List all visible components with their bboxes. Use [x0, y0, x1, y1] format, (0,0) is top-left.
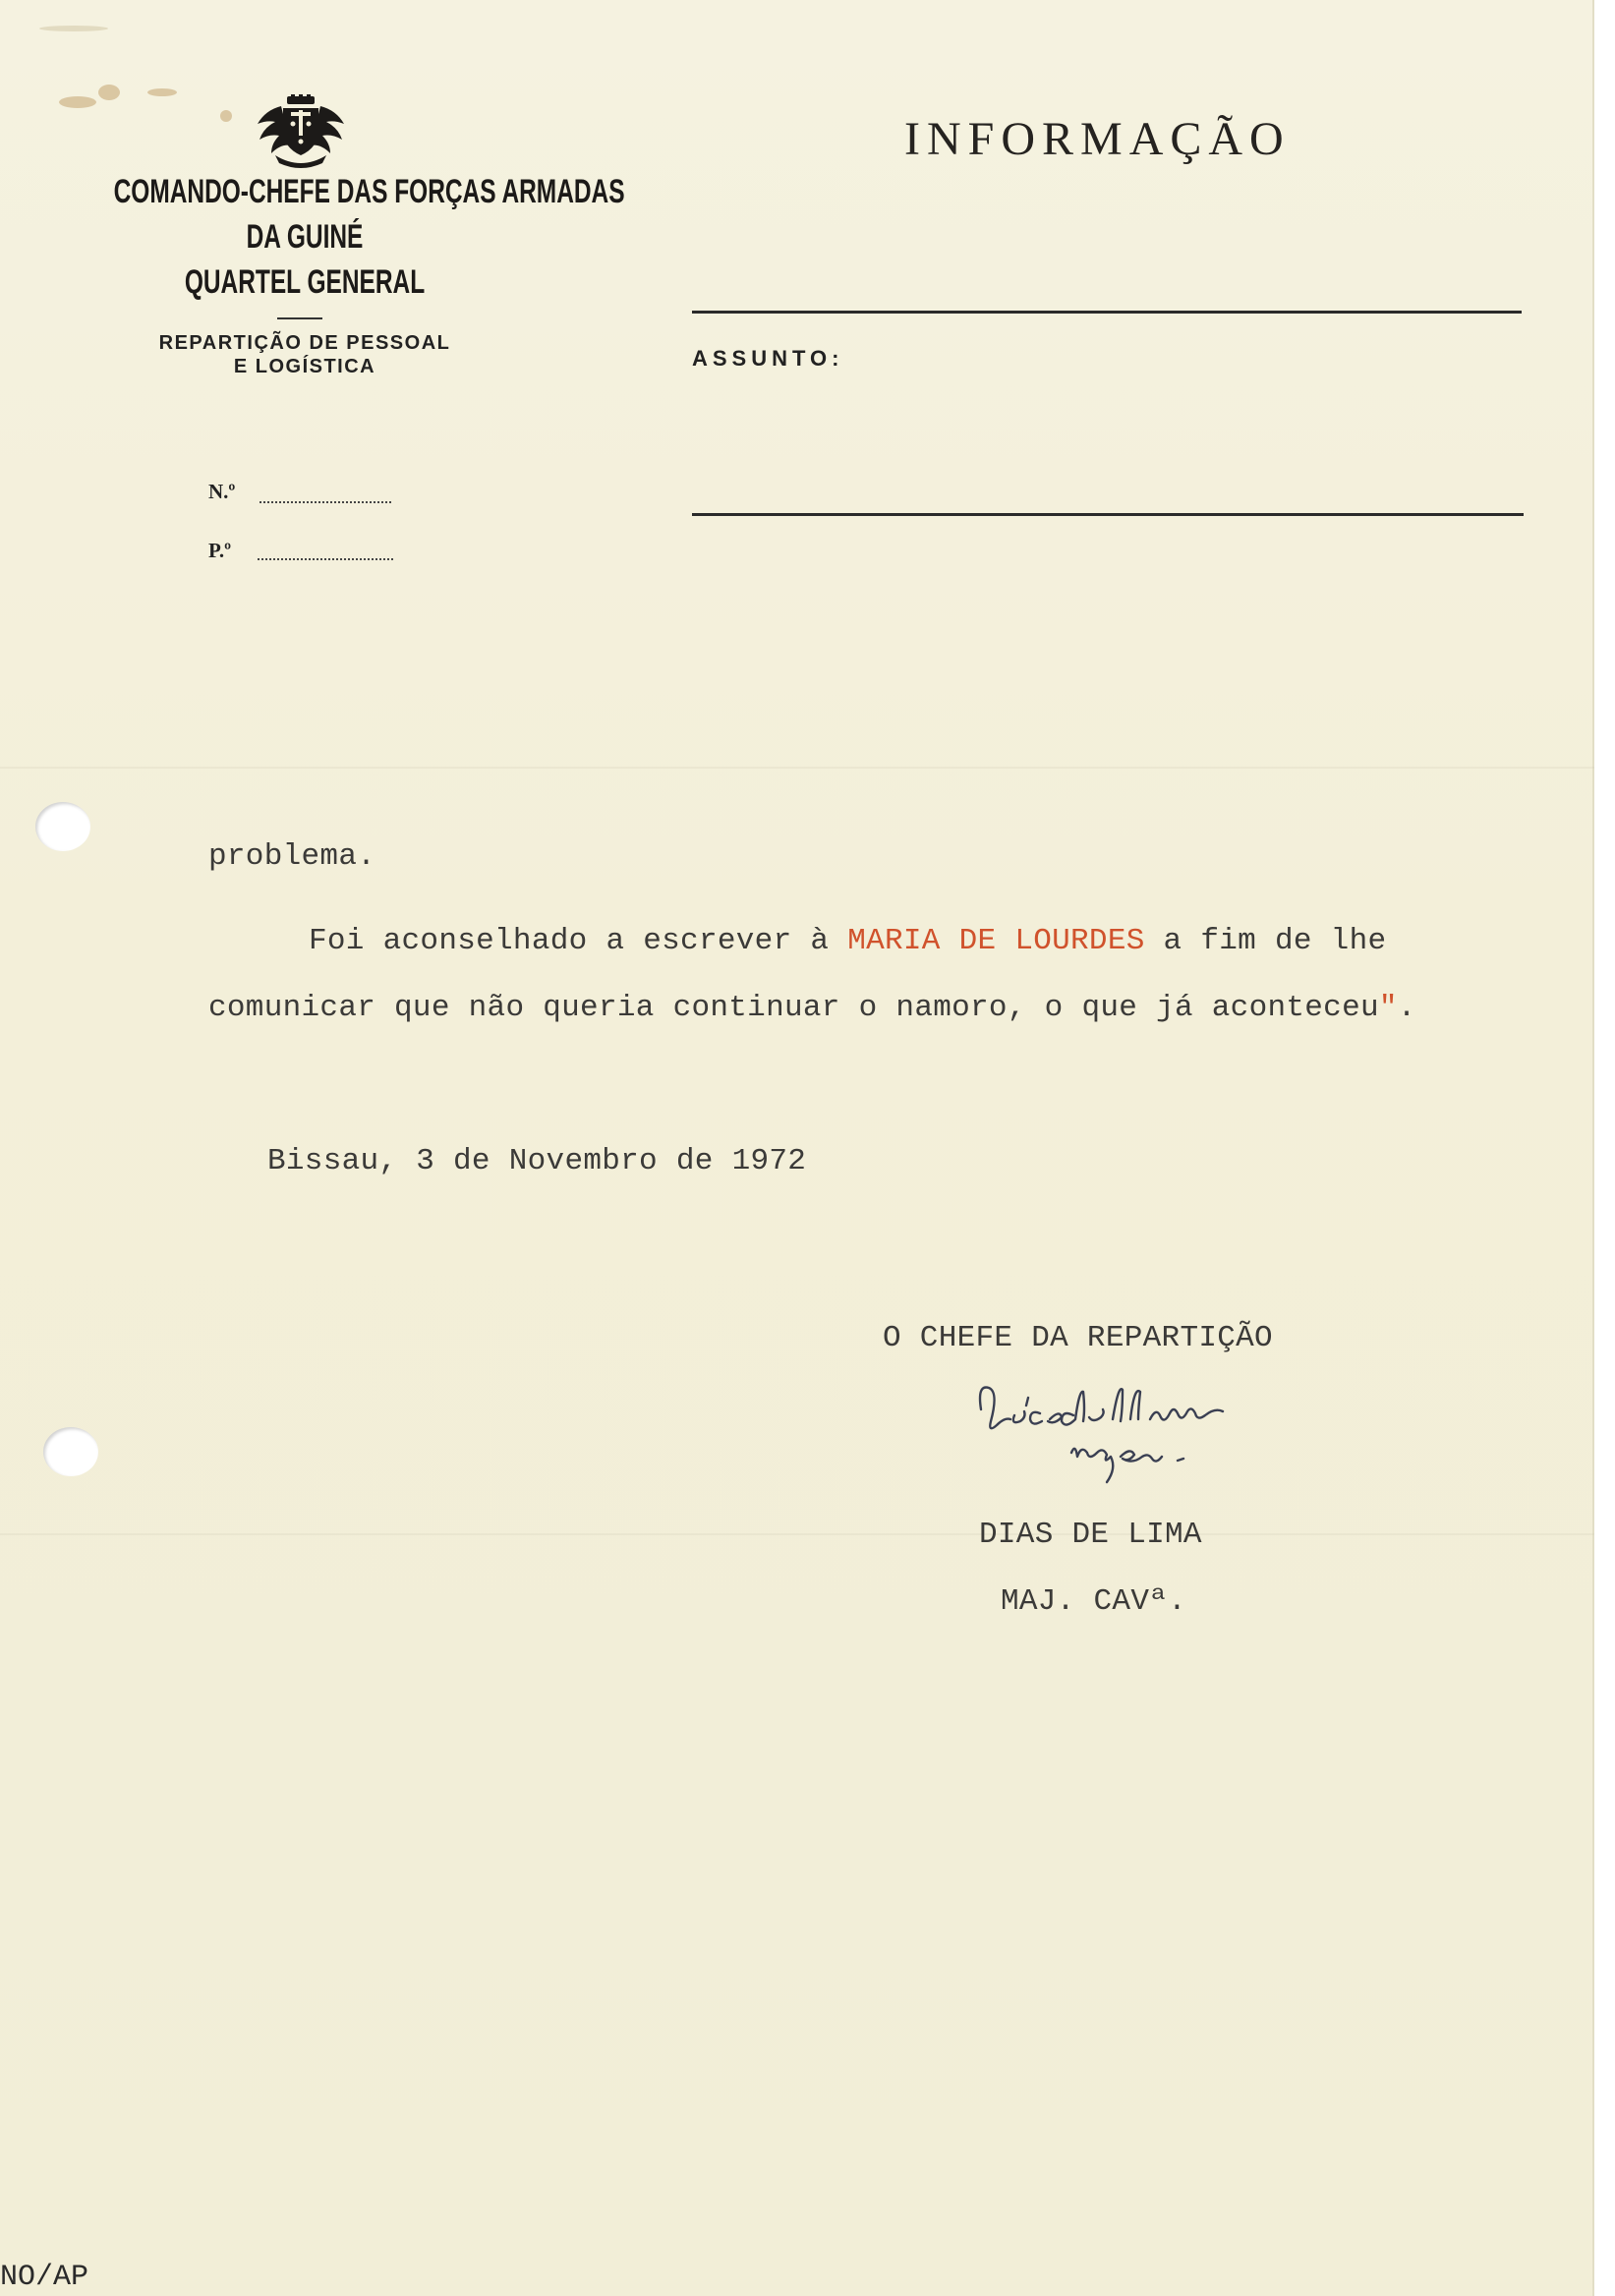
paper-crease — [0, 1533, 1594, 1535]
signatory-name: DIAS DE LIMA — [979, 1518, 1202, 1552]
paper-crease — [0, 767, 1594, 769]
body-line-2 — [309, 924, 1386, 958]
page-edge — [1594, 0, 1615, 2296]
date-line: Bissau, 3 de Novembro de 1972 — [267, 1144, 807, 1178]
rust-stain — [147, 88, 177, 96]
punch-hole — [35, 802, 90, 851]
letterhead-region: DA GUINÉ — [246, 218, 364, 256]
highlighted-name: MARIA DE LOURDES — [847, 924, 1145, 958]
body-line-3-end: . — [1397, 991, 1416, 1025]
number-field — [260, 501, 391, 503]
closing-quote: " — [1378, 991, 1398, 1025]
rust-stain — [98, 85, 120, 100]
body-line-3-start: comunicar que não queria continuar o namoro, o que já aconteceu — [208, 991, 1379, 1025]
rust-stain — [220, 110, 232, 122]
letterhead-department: REPARTIÇÃO DE PESSOAL — [158, 332, 451, 354]
document-title: INFORMAÇÃO — [904, 113, 1291, 165]
body-line-1: problema. — [208, 839, 376, 874]
signatory-title: O CHEFE DA REPARTIÇÃO — [883, 1321, 1273, 1355]
rust-stain — [39, 26, 108, 31]
body-line-3 — [208, 991, 1416, 1025]
footer-code: NO/AP — [0, 2261, 89, 2294]
process-label: P.º — [208, 539, 232, 562]
subject-label: ASSUNTO: — [692, 346, 844, 371]
punch-hole — [43, 1427, 98, 1476]
body-line-2-end: a fim de lhe — [1144, 924, 1387, 958]
letterhead-department-2: E LOGÍSTICA — [233, 356, 376, 377]
rust-stain — [59, 96, 96, 108]
coat-of-arms-icon — [254, 94, 348, 169]
header-rule-top — [692, 311, 1522, 314]
body-line-2-start: Foi aconselhado a escrever à — [309, 924, 848, 958]
header-rule-bottom — [692, 513, 1524, 516]
letterhead-headquarters: QUARTEL GENERAL — [184, 263, 426, 301]
number-label: N.º — [208, 480, 236, 503]
letterhead-divider — [277, 317, 322, 319]
process-field — [258, 558, 393, 560]
handwritten-signature — [963, 1376, 1337, 1504]
signatory-rank: MAJ. CAVª. — [1001, 1584, 1187, 1619]
letterhead-command: COMANDO-CHEFE DAS FORÇAS ARMADAS — [113, 173, 625, 210]
